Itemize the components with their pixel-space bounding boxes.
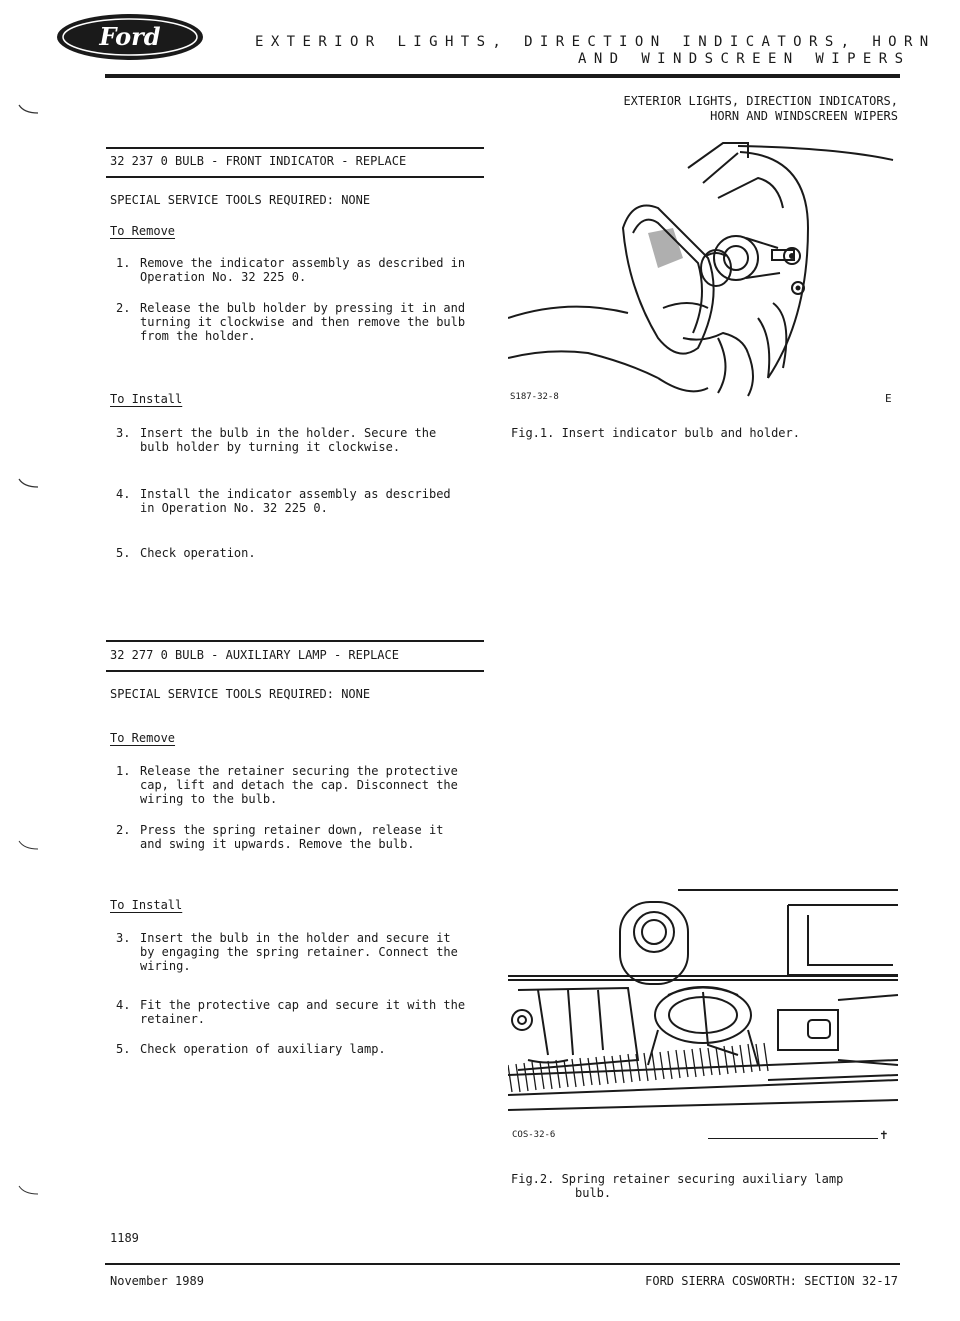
step-number: 5.: [116, 1042, 131, 1056]
op1-step-3: [116, 426, 506, 456]
header-rule: [105, 74, 900, 78]
op1-step-4: [116, 487, 506, 517]
step-text: cap, lift and detach the cap. Disconnect the: [140, 778, 458, 792]
op2-step-4: [116, 998, 506, 1028]
figure-2-caption-line2: bulb.: [575, 1186, 612, 1200]
op1-top-rule: [106, 147, 484, 149]
figure-2-caption-line1: Fig.2. Spring retainer securing auxiliary lamp: [511, 1172, 844, 1186]
section-heading: [538, 94, 898, 124]
step-text: turning it clockwise and then remove the bulb: [140, 315, 466, 329]
footer-rule: [105, 1263, 900, 1265]
step-text: bulb holder by turning it clockwise.: [140, 440, 401, 454]
header-title-line2: AND WINDSCREEN WIPERS: [578, 51, 911, 67]
margin-mark: [18, 478, 40, 494]
op2-step-5: [116, 1042, 506, 1058]
step-text: from the holder.: [140, 329, 256, 343]
figure-1-illustration: [508, 138, 900, 400]
ford-logo: [55, 12, 205, 62]
figure-2-tag-rule: [708, 1138, 878, 1139]
op2-bottom-rule: [106, 670, 484, 672]
op2-tools: SPECIAL SERVICE TOOLS REQUIRED: NONE: [110, 687, 371, 701]
figure-2-mark: ✝: [880, 1128, 888, 1143]
op2-step-3: [116, 931, 506, 976]
step-number: 3.: [116, 931, 131, 945]
step-text: Release the retainer securing the protective: [140, 764, 458, 778]
op2-remove-heading: To Remove: [110, 731, 176, 745]
margin-mark: [18, 104, 40, 120]
figure-1-mark: E: [885, 392, 892, 405]
header-title-line1: EXTERIOR LIGHTS, DIRECTION INDICATORS, HORN: [255, 34, 936, 50]
op1-tools: SPECIAL SERVICE TOOLS REQUIRED: NONE: [110, 193, 371, 207]
page-number: 1189: [110, 1231, 139, 1245]
op2-install-heading: To Install: [110, 898, 183, 912]
op1-title: 32 237 0 BULB - FRONT INDICATOR - REPLACE: [110, 154, 407, 168]
step-text: Fit the protective cap and secure it with the: [140, 998, 466, 1012]
step-text: wiring.: [140, 959, 191, 973]
step-number: 1.: [116, 764, 131, 778]
op1-bottom-rule: [106, 176, 484, 178]
step-text: Operation No. 32 225 0.: [140, 270, 307, 284]
op2-top-rule: [106, 640, 484, 642]
op1-step-1: [116, 256, 506, 286]
step-text: and swing it upwards. Remove the bulb.: [140, 837, 415, 851]
footer-date: November 1989: [110, 1274, 204, 1288]
step-text: Press the spring retainer down, release it: [140, 823, 444, 837]
step-text: Insert the bulb in the holder. Secure the: [140, 426, 437, 440]
section-heading-line1: EXTERIOR LIGHTS, DIRECTION INDICATORS,: [623, 94, 898, 108]
figure-2-ref: COS-32-6: [512, 1130, 556, 1140]
step-number: 4.: [116, 487, 131, 501]
step-number: 5.: [116, 546, 131, 560]
logo-wordmark: Ford: [99, 22, 161, 51]
figure-2-illustration: [508, 880, 900, 1130]
step-text: Install the indicator assembly as described: [140, 487, 451, 501]
step-text: in Operation No. 32 225 0.: [140, 501, 328, 515]
op1-remove-heading: To Remove: [110, 224, 176, 238]
step-number: 1.: [116, 256, 131, 270]
op1-step-5: [116, 546, 506, 562]
step-number: 3.: [116, 426, 131, 440]
step-number: 2.: [116, 301, 131, 315]
op2-step-2: [116, 823, 506, 853]
step-text: retainer.: [140, 1012, 206, 1026]
step-text: Insert the bulb in the holder and secure it: [140, 931, 451, 945]
step-text: by engaging the spring retainer. Connect the: [140, 945, 458, 959]
footer-section: FORD SIERRA COSWORTH: SECTION 32-17: [645, 1274, 898, 1288]
op1-install-heading: To Install: [110, 392, 183, 406]
step-number: 2.: [116, 823, 131, 837]
step-text: Remove the indicator assembly as described in: [140, 256, 466, 270]
margin-mark: [18, 840, 40, 856]
step-text: Check operation.: [140, 546, 256, 560]
margin-mark: [18, 1185, 40, 1201]
op2-title: 32 277 0 BULB - AUXILIARY LAMP - REPLACE: [110, 648, 399, 662]
figure-1-ref: S187-32-8: [510, 392, 559, 402]
op1-step-2: [116, 301, 506, 346]
step-text: Release the bulb holder by pressing it in and: [140, 301, 466, 315]
step-number: 4.: [116, 998, 131, 1012]
step-text: wiring to the bulb.: [140, 792, 278, 806]
section-heading-line2: HORN AND WINDSCREEN WIPERS: [710, 109, 898, 123]
figure-1-caption: Fig.1. Insert indicator bulb and holder.: [511, 426, 800, 440]
step-text: Check operation of auxiliary lamp.: [140, 1042, 386, 1056]
op2-step-1: [116, 764, 506, 809]
